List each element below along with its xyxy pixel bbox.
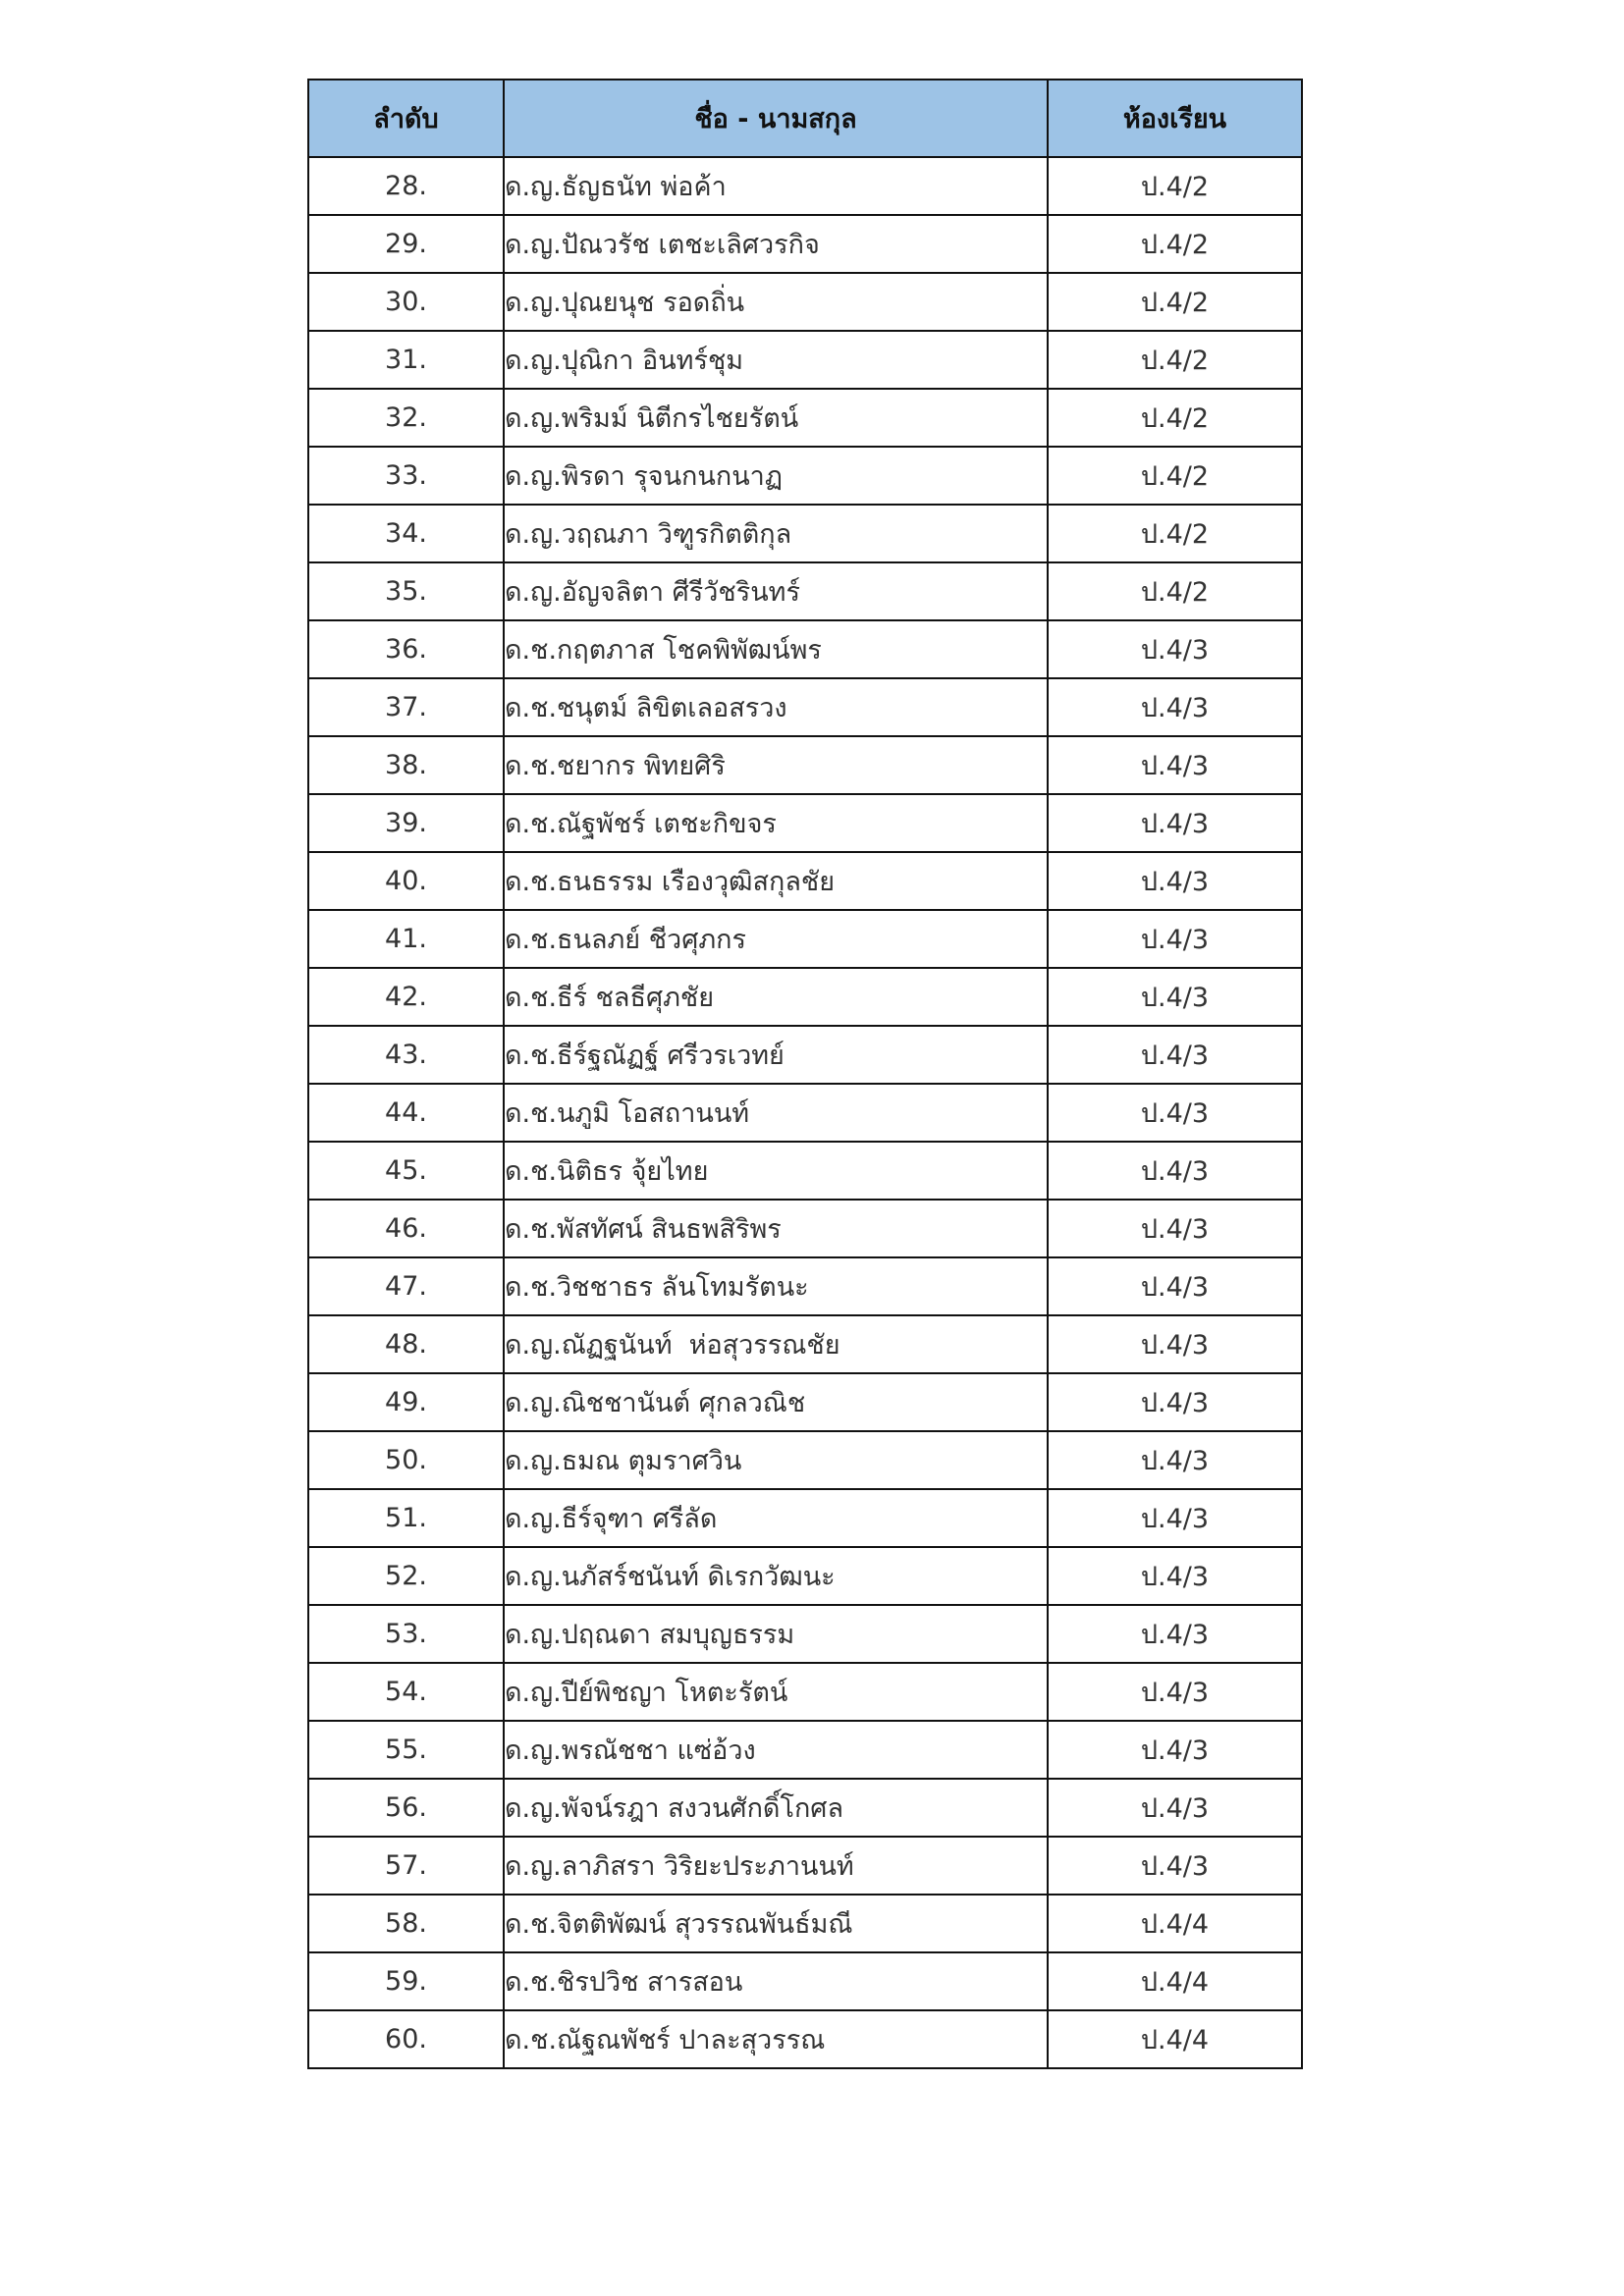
- classroom: ป.4/3: [1048, 1663, 1302, 1721]
- classroom: ป.4/3: [1048, 852, 1302, 910]
- table-row: [308, 1200, 1302, 1257]
- classroom: ป.4/2: [1048, 447, 1302, 505]
- row-number: 39.: [308, 794, 504, 852]
- table-row: [308, 1315, 1302, 1373]
- classroom: ป.4/3: [1048, 1257, 1302, 1315]
- student-name: ด.ญ.ปัณวรัช เตชะเลิศวรกิจ: [504, 215, 1048, 273]
- column-header-classroom: ห้องเรียน: [1048, 80, 1302, 157]
- classroom: ป.4/3: [1048, 1373, 1302, 1431]
- row-number: 31.: [308, 331, 504, 389]
- table-row: [308, 1779, 1302, 1837]
- student-name: ด.ญ.พริมม์ นิตีกรไชยรัตน์: [504, 389, 1048, 447]
- row-number: 56.: [308, 1779, 504, 1837]
- classroom: ป.4/4: [1048, 1895, 1302, 1952]
- student-name: ด.ญ.วฤณภา วิฑูรกิตติกุล: [504, 505, 1048, 562]
- classroom: ป.4/3: [1048, 736, 1302, 794]
- row-number: 38.: [308, 736, 504, 794]
- column-header-name: ชื่อ - นามสกุล: [504, 80, 1048, 157]
- classroom: ป.4/3: [1048, 1200, 1302, 1257]
- classroom: ป.4/4: [1048, 1952, 1302, 2010]
- row-number: 55.: [308, 1721, 504, 1779]
- table-row: [308, 1373, 1302, 1431]
- row-number: 48.: [308, 1315, 504, 1373]
- student-name: ด.ญ.ธีร์จุฑา ศรีลัด: [504, 1489, 1048, 1547]
- student-name: ด.ช.ธีร์ ชลธีศุภชัย: [504, 968, 1048, 1026]
- row-number: 36.: [308, 620, 504, 678]
- table-row: [308, 678, 1302, 736]
- table-row: [308, 447, 1302, 505]
- student-name: ด.ญ.ธมณ ตุมราศวิน: [504, 1431, 1048, 1489]
- row-number: 43.: [308, 1026, 504, 1084]
- classroom: ป.4/3: [1048, 1837, 1302, 1895]
- row-number: 32.: [308, 389, 504, 447]
- row-number: 51.: [308, 1489, 504, 1547]
- student-name: ด.ญ.ธัญธนัท พ่อค้า: [504, 157, 1048, 215]
- row-number: 52.: [308, 1547, 504, 1605]
- student-name: ด.ช.ณัฐณพัชร์ ปาละสุวรรณ: [504, 2010, 1048, 2068]
- table-row: [308, 1489, 1302, 1547]
- student-name: ด.ช.นิติธร จุ้ยไทย: [504, 1142, 1048, 1200]
- student-name: ด.ช.นภูมิ โอสถานนท์: [504, 1084, 1048, 1142]
- student-name: ด.ญ.พิรดา รุจนกนกนาฏ: [504, 447, 1048, 505]
- row-number: 44.: [308, 1084, 504, 1142]
- table-row: [308, 2010, 1302, 2068]
- table-row: [308, 1952, 1302, 2010]
- classroom: ป.4/3: [1048, 1721, 1302, 1779]
- student-name: ด.ช.วิชชาธร ลันโทมรัตนะ: [504, 1257, 1048, 1315]
- row-number: 34.: [308, 505, 504, 562]
- table-row: [308, 1837, 1302, 1895]
- row-number: 37.: [308, 678, 504, 736]
- row-number: 57.: [308, 1837, 504, 1895]
- classroom: ป.4/3: [1048, 1315, 1302, 1373]
- table-body: [308, 157, 1302, 2068]
- student-name: ด.ช.ชนุตม์ ลิขิตเลอสรวง: [504, 678, 1048, 736]
- row-number: 45.: [308, 1142, 504, 1200]
- student-name: ด.ญ.พัจน์รฎา สงวนศักดิ์โกศล: [504, 1779, 1048, 1837]
- table-row: [308, 273, 1302, 331]
- table-row: [308, 215, 1302, 273]
- table-row: [308, 910, 1302, 968]
- row-number: 46.: [308, 1200, 504, 1257]
- classroom: ป.4/3: [1048, 1084, 1302, 1142]
- table-row: [308, 331, 1302, 389]
- table-row: [308, 1026, 1302, 1084]
- classroom: ป.4/3: [1048, 1431, 1302, 1489]
- classroom: ป.4/2: [1048, 331, 1302, 389]
- classroom: ป.4/3: [1048, 794, 1302, 852]
- table-row: [308, 1431, 1302, 1489]
- classroom: ป.4/4: [1048, 2010, 1302, 2068]
- student-name: ด.ช.ธนลภย์ ชีวศุภกร: [504, 910, 1048, 968]
- student-name: ด.ญ.ณัฏฐนันท์ ห่อสุวรรณชัย: [504, 1315, 1048, 1373]
- column-header-number: ลำดับ: [308, 80, 504, 157]
- student-name: ด.ช.กฤตภาส โชคพิพัฒน์พร: [504, 620, 1048, 678]
- student-name: ด.ญ.ปุณยนุช รอดถิ่น: [504, 273, 1048, 331]
- table-row: [308, 562, 1302, 620]
- classroom: ป.4/2: [1048, 562, 1302, 620]
- row-number: 59.: [308, 1952, 504, 2010]
- student-name: ด.ญ.ปีย์พิชญา โหตะรัตน์: [504, 1663, 1048, 1721]
- row-number: 30.: [308, 273, 504, 331]
- classroom: ป.4/3: [1048, 1026, 1302, 1084]
- table-row: [308, 1547, 1302, 1605]
- row-number: 33.: [308, 447, 504, 505]
- row-number: 35.: [308, 562, 504, 620]
- student-name: ด.ช.ชิรปวิช สารสอน: [504, 1952, 1048, 2010]
- student-name: ด.ช.ณัฐพัชร์ เตชะกิขจร: [504, 794, 1048, 852]
- table-row: [308, 505, 1302, 562]
- table-row: [308, 968, 1302, 1026]
- table-row: [308, 1895, 1302, 1952]
- student-name: ด.ช.ธนธรรม เรืองวุฒิสกุลชัย: [504, 852, 1048, 910]
- classroom: ป.4/2: [1048, 215, 1302, 273]
- student-name: ด.ญ.ปฤณดา สมบุญธรรม: [504, 1605, 1048, 1663]
- classroom: ป.4/3: [1048, 1779, 1302, 1837]
- row-number: 54.: [308, 1663, 504, 1721]
- student-name: ด.ญ.ณิชชานันต์ ศุกลวณิช: [504, 1373, 1048, 1431]
- row-number: 42.: [308, 968, 504, 1026]
- table-row: [308, 852, 1302, 910]
- student-name: ด.ญ.นภัสร์ชนันท์ ดิเรกวัฒนะ: [504, 1547, 1048, 1605]
- student-name: ด.ญ.พรณัชชา แซ่อ้วง: [504, 1721, 1048, 1779]
- table-row: [308, 1605, 1302, 1663]
- row-number: 28.: [308, 157, 504, 215]
- table-row: [308, 1257, 1302, 1315]
- student-name: ด.ญ.ปุณิกา อินทร์ชุม: [504, 331, 1048, 389]
- student-name: ด.ช.จิตติพัฒน์ สุวรรณพันธ์มณี: [504, 1895, 1048, 1952]
- student-name: ด.ญ.ลาภิสรา วิริยะประภานนท์: [504, 1837, 1048, 1895]
- row-number: 29.: [308, 215, 504, 273]
- row-number: 53.: [308, 1605, 504, 1663]
- classroom: ป.4/2: [1048, 389, 1302, 447]
- row-number: 47.: [308, 1257, 504, 1315]
- classroom: ป.4/2: [1048, 505, 1302, 562]
- table-row: [308, 389, 1302, 447]
- table-header-row: [308, 80, 1302, 157]
- student-name: ด.ญ.อัญจลิตา ศีรีวัชรินทร์: [504, 562, 1048, 620]
- table-row: [308, 794, 1302, 852]
- classroom: ป.4/3: [1048, 910, 1302, 968]
- student-name: ด.ช.ธีร์ฐณัฏฐ์ ศรีวรเวทย์: [504, 1026, 1048, 1084]
- row-number: 60.: [308, 2010, 504, 2068]
- table-row: [308, 736, 1302, 794]
- table-row: [308, 1142, 1302, 1200]
- row-number: 49.: [308, 1373, 504, 1431]
- classroom: ป.4/2: [1048, 273, 1302, 331]
- classroom: ป.4/2: [1048, 157, 1302, 215]
- classroom: ป.4/3: [1048, 1489, 1302, 1547]
- classroom: ป.4/3: [1048, 678, 1302, 736]
- classroom: ป.4/3: [1048, 1142, 1302, 1200]
- row-number: 40.: [308, 852, 504, 910]
- classroom: ป.4/3: [1048, 620, 1302, 678]
- classroom: ป.4/3: [1048, 968, 1302, 1026]
- student-name: ด.ช.พัสทัศน์ สินธพสิริพร: [504, 1200, 1048, 1257]
- table-row: [308, 620, 1302, 678]
- row-number: 58.: [308, 1895, 504, 1952]
- table-row: [308, 157, 1302, 215]
- classroom: ป.4/3: [1048, 1547, 1302, 1605]
- row-number: 41.: [308, 910, 504, 968]
- classroom: ป.4/3: [1048, 1605, 1302, 1663]
- table-row: [308, 1084, 1302, 1142]
- table-row: [308, 1721, 1302, 1779]
- table-row: [308, 1663, 1302, 1721]
- row-number: 50.: [308, 1431, 504, 1489]
- student-name: ด.ช.ชยากร พิทยศิริ: [504, 736, 1048, 794]
- student-roster-table: [307, 79, 1303, 2069]
